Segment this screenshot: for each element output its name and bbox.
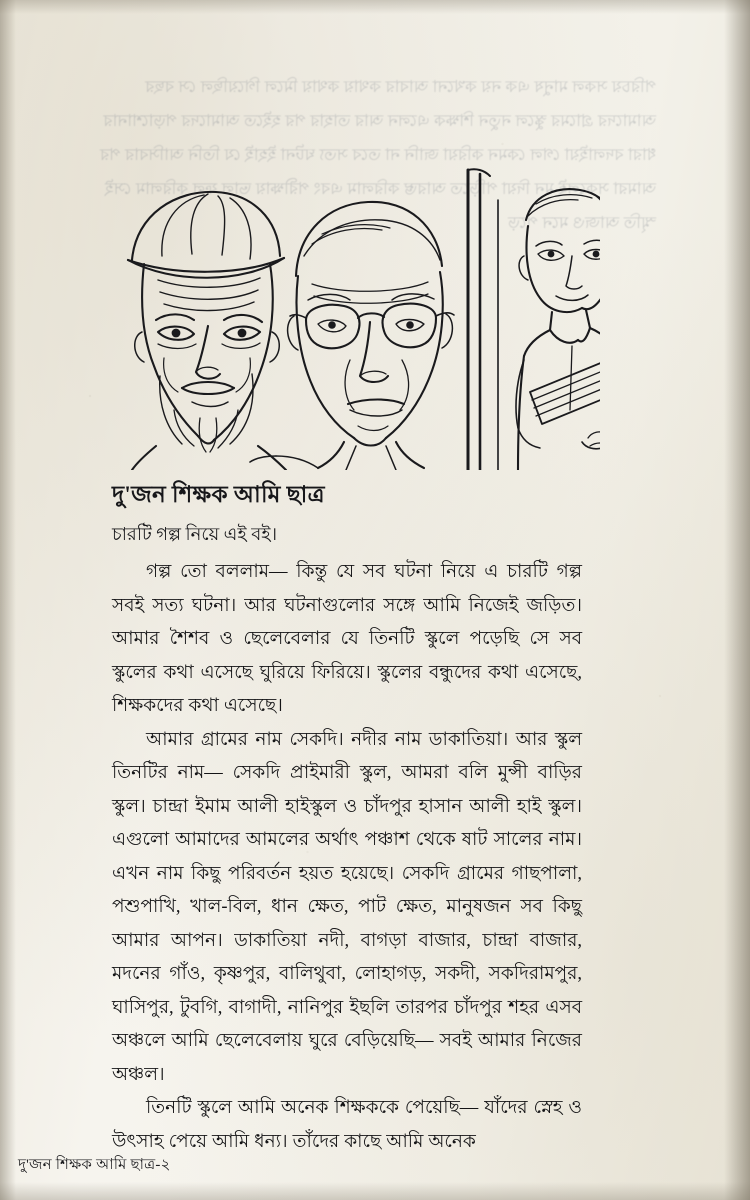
running-footer: দু'জন শিক্ষক আমি ছাত্র-২ [18, 1157, 171, 1173]
student-with-books-figure [468, 169, 600, 470]
teacher-with-glasses-figure [250, 202, 454, 470]
bleed-through-text: পরিচয় সকল মানুষ এক নয় কখনো আবার কথায় কথায় মিলে গিয়েছিল সে বছর আমাদের গ্রামের স্কুলে নতুন শিক্ষক এলেন আর তাহার পর হইতে আমাদের পড়াশোনার ধারা বদলাইয়া গেল কেমন করিয়া জানি না তবে সত্য ঘটনা ইহাই যে তিনি আসিবার পর আমরা সকলেই মন দিয়া পড়িতে আরম্ভ করিলাম এবং পরীক্ষায় ভাল ফল করিলাম সেই স্মৃতি আজও মনে পড়ে [95, 77, 656, 232]
chapter-title: দু'জন শিক্ষক আমি ছাত্র [112, 482, 325, 507]
page-edge-top-shadow [0, 0, 750, 14]
page-edge-left-shadow [0, 0, 16, 1200]
body-paragraph-3: তিনটি স্কুলে আমি অনেক শিক্ষককে পেয়েছি— যাঁদের স্নেহ ও উৎসাহ পেয়ে আমি ধন্য। তাঁদের কাছে আমি অনেক [112, 1098, 582, 1152]
body-paragraph-2: আমার গ্রামের নাম সেকদি। নদীর নাম ডাকাতিয়া। আর স্কুল তিনটির নাম— সেকদি প্রাইমারী স্কুল, আমরা বলি মুন্সী বাড়ির স্কুল। চান্দ্রা ইমাম আলী হাইস্কুল ও চাঁদপুর হাসান আলী হাই স্কুল। এগুলো আমাদের আমলের অর্থাৎ পঞ্চাশ থেকে ষাট সালের নাম। এখন নাম কিছু পরিবর্তন হয়ত হয়েছে। সেকদি গ্রামের গাছপালা, পশুপাখি, খাল-বিল, ধান ক্ষেত, পাট ক্ষেত, মানুষজন সব কিছু আমার আপন। ডাকাতিয়া নদী, বাগড়া বাজার, চান্দ্রা বাজার, মদনের গাঁও, কৃষ্ণপুর, বালিথুবা, লোহাগড়, সকদী, সকদিরামপুর, ঘাসিপুর, টুবগি, বাগাদী, নানিপুর ইছলি তারপর চাঁদপুর শহর এসব অঞ্চলে আমি ছেলেবেলায় ঘুরে বেড়িয়েছি— সবই আমার নিজের অঞ্চল। [112, 729, 582, 1085]
page-edge-bottom-shadow [0, 1182, 750, 1200]
elder-teacher-with-cap-figure [128, 192, 286, 470]
chapter-lede: চারটি গল্প নিয়ে এই বই। [112, 524, 278, 544]
three-portraits-illustration [100, 160, 600, 470]
chapter-text-block [112, 478, 582, 1159]
page-edge-right-shadow [724, 0, 750, 1200]
body-paragraph-1: গল্প তো বললাম— কিন্তু যে সব ঘটনা নিয়ে এ চারটি গল্প সবই সত্য ঘটনা। আর ঘটনাগুলোর সঙ্গে আমি নিজেই জড়িত। আমার শৈশব ও ছেলেবেলার যে তিনটি স্কুলে পড়েছি সে সব স্কুলের কথা এসেছে ঘুরিয়ে ফিরিয়ে। স্কুলের বন্ধুদের কথা এসেছে, শিক্ষকদের কথা এসেছে। [112, 562, 582, 716]
